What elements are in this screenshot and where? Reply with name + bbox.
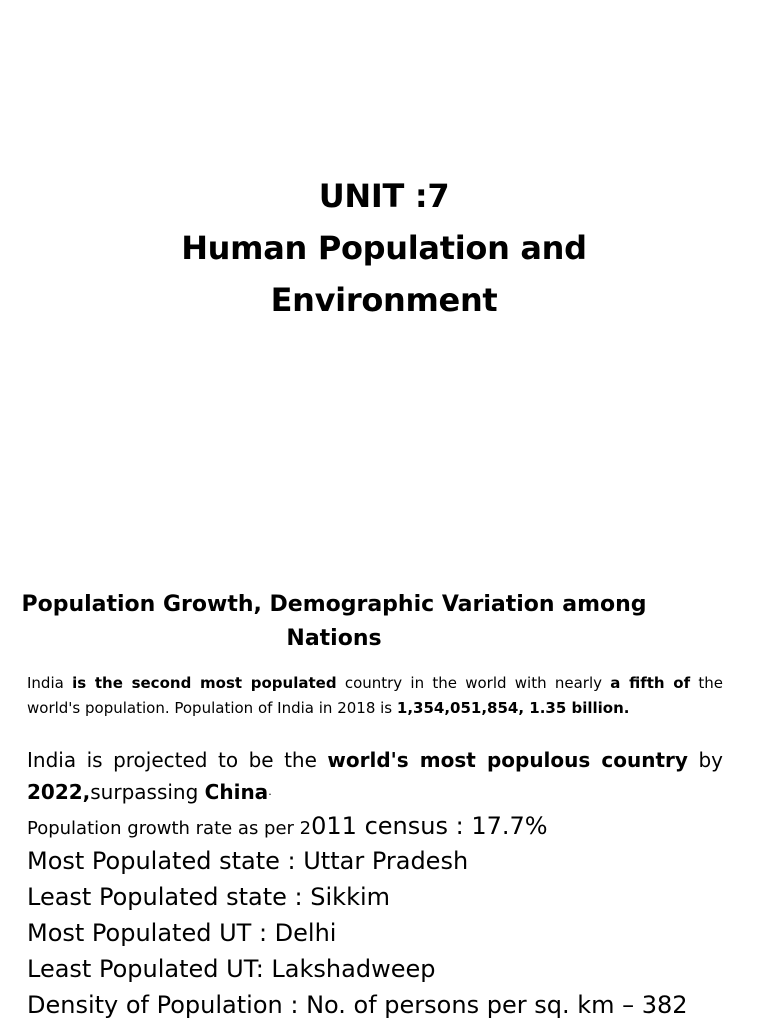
unit-title-line-2: Environment <box>270 281 498 319</box>
projection-line-1 <box>27 745 723 776</box>
unit-title-line-1: Human Population and <box>181 229 587 267</box>
fact-least-populated-state: Least Populated state : Sikkim <box>27 883 391 911</box>
para2-bold-1: world's most populous country <box>327 748 688 772</box>
fact-population-density: Density of Population : No. of persons per sq. km – 382 <box>27 991 688 1019</box>
growth-rate-line <box>27 810 727 845</box>
para1-bold-2: a fifth of <box>610 674 691 692</box>
slide-title-heading <box>0 170 768 326</box>
para1-text-1: India <box>27 674 73 692</box>
projection-paragraph <box>27 745 723 808</box>
fact-most-populated-ut: Most Populated UT : Delhi <box>27 919 337 947</box>
slide-population-growth <box>0 560 768 1024</box>
para1-text-3: the world's population. Population of India in 2018 is <box>27 674 724 717</box>
unit-number: UNIT :7 <box>318 177 450 215</box>
slide-heading-line-2: Nations <box>286 626 382 651</box>
para2-text-2: by <box>687 748 723 772</box>
projection-line-2 <box>27 780 272 804</box>
para1-bold-3: 1,354,051,854, 1.35 billion. <box>396 699 630 717</box>
para1-bold-1: is the second most populated <box>72 674 337 692</box>
para2-text-1: India is projected to be the <box>27 748 328 772</box>
growth-rate-label: Population growth rate as per 2 <box>27 818 312 839</box>
para2-bold-3: China <box>204 780 269 804</box>
india-population-paragraph <box>27 671 723 721</box>
para2-text-4: . <box>268 785 272 798</box>
para2-text-3: surpassing <box>90 780 205 804</box>
growth-rate-value: 011 census : 17.7% <box>311 812 548 840</box>
fact-most-populated-state: Most Populated state : Uttar Pradesh <box>27 847 469 875</box>
slide-heading <box>0 588 668 656</box>
para2-bold-2: 2022, <box>27 780 91 804</box>
slide-heading-line-1: Population Growth, Demographic Variation among <box>21 592 647 617</box>
para1-text-2: country in the world with nearly <box>336 674 611 692</box>
fact-least-populated-ut: Least Populated UT: Lakshadweep <box>27 955 436 983</box>
